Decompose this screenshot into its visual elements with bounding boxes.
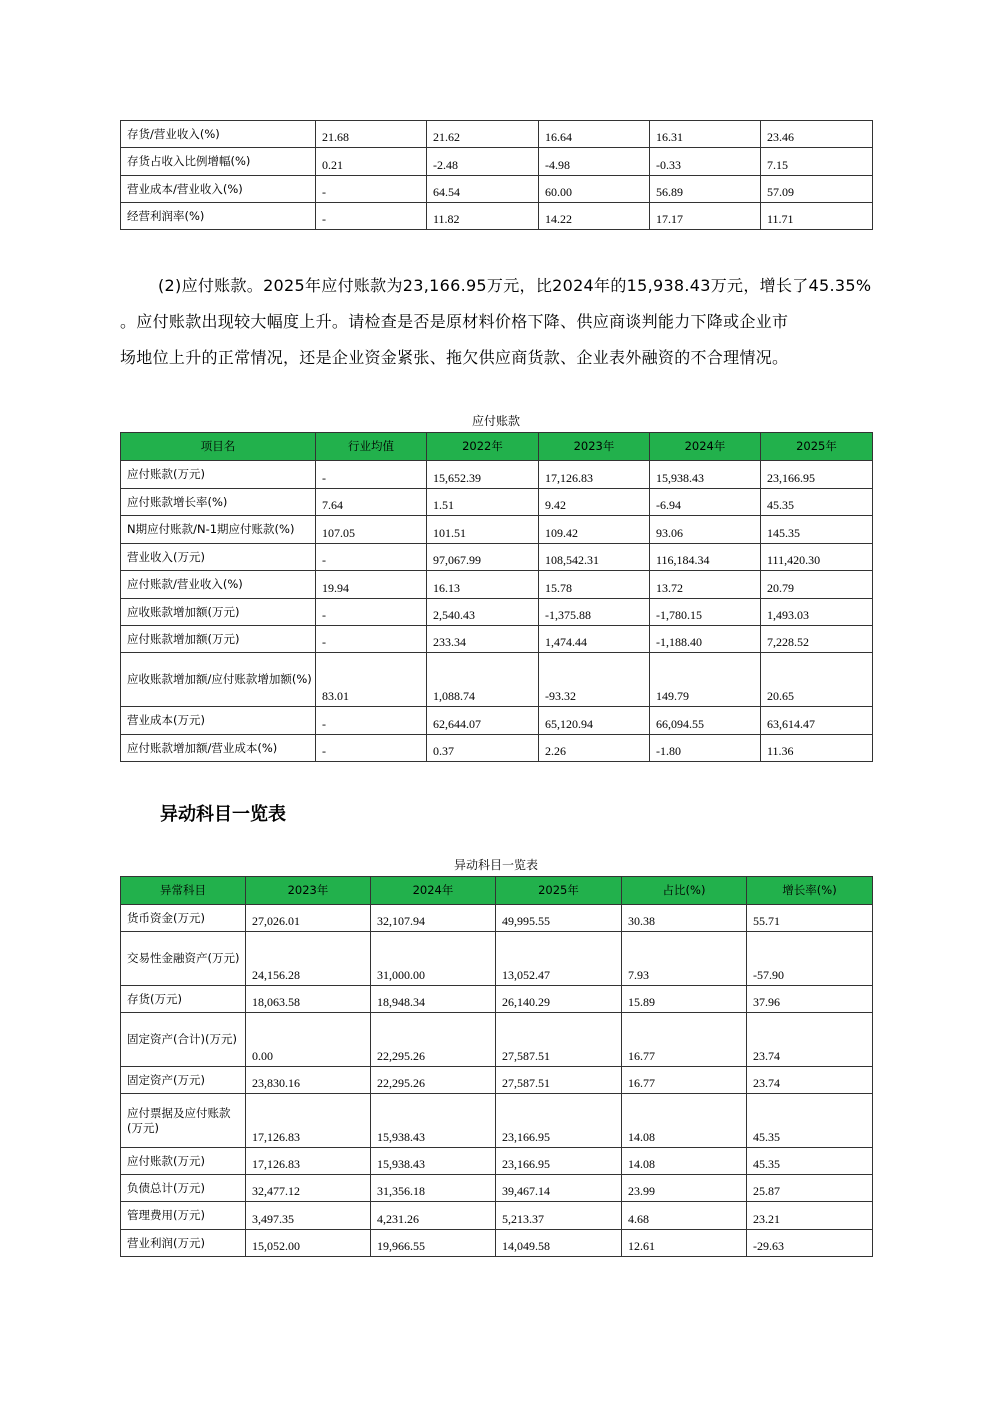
anomaly-table-cell: 23,166.95 bbox=[496, 1148, 622, 1175]
payables-table-row-label: 应付账款增长率(%) bbox=[121, 489, 316, 516]
payables-table-cell: 45.35 bbox=[761, 489, 873, 516]
payables-table-row bbox=[121, 735, 873, 762]
payables-table-cell: 15,938.43 bbox=[650, 461, 761, 489]
anomaly-table-cell: 14.08 bbox=[622, 1094, 747, 1148]
anomaly-table-row-label: 负债总计(万元) bbox=[121, 1175, 246, 1202]
payables-table-cell: -6.94 bbox=[650, 489, 761, 516]
top-table-cell: - bbox=[316, 176, 427, 203]
payables-table-row bbox=[121, 461, 873, 489]
payables-table-cell: 93.06 bbox=[650, 516, 761, 544]
top-table-cell: -4.98 bbox=[539, 148, 650, 176]
anomaly-table-header-cell: 占比(%) bbox=[622, 877, 747, 905]
top-table-cell: 21.68 bbox=[316, 121, 427, 148]
top-table-cell: 0.21 bbox=[316, 148, 427, 176]
anomaly-table-row-label: 营业利润(万元) bbox=[121, 1230, 246, 1257]
payables-table-cell: 2,540.43 bbox=[427, 599, 539, 626]
payables-table-cell: 15,652.39 bbox=[427, 461, 539, 489]
top-table-row-label: 存货占收入比例增幅(%) bbox=[121, 148, 316, 176]
payables-table-row bbox=[121, 544, 873, 571]
payables-table-cell: 83.01 bbox=[316, 653, 427, 707]
payables-table-cell: 2.26 bbox=[539, 735, 650, 762]
top-table-cell: 11.71 bbox=[761, 203, 873, 230]
payables-table-row bbox=[121, 707, 873, 735]
payables-table-cell: - bbox=[316, 626, 427, 653]
anomaly-table-cell: 23.21 bbox=[747, 1202, 873, 1230]
payables-table-cell: 101.51 bbox=[427, 516, 539, 544]
payables-table-row-label: 营业收入(万元) bbox=[121, 544, 316, 571]
top-table-row-label: 营业成本/营业收入(%) bbox=[121, 176, 316, 203]
payables-table-header-cell: 2025年 bbox=[761, 433, 873, 461]
payables-table-row bbox=[121, 489, 873, 516]
anomaly-table-row-label: 应付票据及应付账款(万元) bbox=[121, 1094, 246, 1148]
top-table-cell: 7.15 bbox=[761, 148, 873, 176]
anomaly-table-cell: 26,140.29 bbox=[496, 986, 622, 1013]
payables-table-cell: 145.35 bbox=[761, 516, 873, 544]
anomaly-table-cell: 22,295.26 bbox=[371, 1067, 496, 1094]
top-table-cell: 16.64 bbox=[539, 121, 650, 148]
top-ratio-table bbox=[120, 120, 873, 230]
anomaly-table-cell: 49,995.55 bbox=[496, 905, 622, 932]
top-table-cell: 64.54 bbox=[427, 176, 539, 203]
payables-table-cell: 63,614.47 bbox=[761, 707, 873, 735]
payables-table bbox=[120, 432, 873, 762]
payables-table-row bbox=[121, 571, 873, 599]
anomaly-table-cell: 32,477.12 bbox=[246, 1175, 371, 1202]
payables-table-cell: 0.37 bbox=[427, 735, 539, 762]
anomaly-table-cell: 37.96 bbox=[747, 986, 873, 1013]
top-table-cell: -2.48 bbox=[427, 148, 539, 176]
anomaly-table-cell: 18,948.34 bbox=[371, 986, 496, 1013]
anomaly-table-row bbox=[121, 1013, 873, 1067]
anomaly-table-header-cell: 异常科目 bbox=[121, 877, 246, 905]
top-table-cell: 56.89 bbox=[650, 176, 761, 203]
payables-table-row-label: N期应付账款/N-1期应付账款(%) bbox=[121, 516, 316, 544]
anomaly-table-cell: 45.35 bbox=[747, 1148, 873, 1175]
anomaly-table-cell: 31,356.18 bbox=[371, 1175, 496, 1202]
payables-table-cell: 111,420.30 bbox=[761, 544, 873, 571]
anomaly-table-cell: 19,966.55 bbox=[371, 1230, 496, 1257]
payables-table-cell: 19.94 bbox=[316, 571, 427, 599]
anomaly-table-caption: 异动科目一览表 bbox=[453, 858, 538, 872]
payables-table-row-label: 应付账款增加额(万元) bbox=[121, 626, 316, 653]
payables-table-cell: 7.64 bbox=[316, 489, 427, 516]
payables-table-cell: 11.36 bbox=[761, 735, 873, 762]
anomaly-table-cell: 0.00 bbox=[246, 1013, 371, 1067]
anomaly-table-cell: 32,107.94 bbox=[371, 905, 496, 932]
anomaly-table-cell: 23,166.95 bbox=[496, 1094, 622, 1148]
top-table-cell: 60.00 bbox=[539, 176, 650, 203]
anomaly-table-cell: 45.35 bbox=[747, 1094, 873, 1148]
anomaly-table-cell: 7.93 bbox=[622, 932, 747, 986]
anomaly-table-cell: 14.08 bbox=[622, 1148, 747, 1175]
anomaly-table-cell: 15,938.43 bbox=[371, 1094, 496, 1148]
payables-table-cell: 62,644.07 bbox=[427, 707, 539, 735]
payables-table-row bbox=[121, 599, 873, 626]
anomaly-table-cell: 23,830.16 bbox=[246, 1067, 371, 1094]
payables-table-cell: 7,228.52 bbox=[761, 626, 873, 653]
anomaly-table-cell: 13,052.47 bbox=[496, 932, 622, 986]
payables-table-cell: 1.51 bbox=[427, 489, 539, 516]
top-table-cell: - bbox=[316, 203, 427, 230]
anomaly-table-cell: 27,587.51 bbox=[496, 1067, 622, 1094]
payables-table-cell: 107.05 bbox=[316, 516, 427, 544]
payables-table-cell: - bbox=[316, 461, 427, 489]
payables-table-cell: 13.72 bbox=[650, 571, 761, 599]
anomaly-table-cell: 24,156.28 bbox=[246, 932, 371, 986]
payables-table-row-label: 应收账款增加额(万元) bbox=[121, 599, 316, 626]
paragraph-line-3: 场地位上升的正常情况，还是企业资金紧张、拖欠供应商货款、企业表外融资的不合理情况。 bbox=[120, 348, 789, 367]
anomaly-table-cell: 25.87 bbox=[747, 1175, 873, 1202]
payables-table-row bbox=[121, 516, 873, 544]
payables-table-cell: 15.78 bbox=[539, 571, 650, 599]
payables-table-header-cell: 2022年 bbox=[427, 433, 539, 461]
anomaly-table-cell: 15,052.00 bbox=[246, 1230, 371, 1257]
anomaly-table-row-label: 交易性金融资产(万元) bbox=[121, 932, 246, 986]
anomaly-table-header-cell: 2023年 bbox=[246, 877, 371, 905]
payables-table-cell: 116,184.34 bbox=[650, 544, 761, 571]
top-table-row-label: 存货/营业收入(%) bbox=[121, 121, 316, 148]
anomaly-table-cell: 18,063.58 bbox=[246, 986, 371, 1013]
payables-table-cell: - bbox=[316, 599, 427, 626]
payables-table-cell: 16.13 bbox=[427, 571, 539, 599]
anomaly-table bbox=[120, 876, 873, 1257]
anomaly-table-row bbox=[121, 932, 873, 986]
anomaly-table-row bbox=[121, 1202, 873, 1230]
anomaly-table-cell: 23.99 bbox=[622, 1175, 747, 1202]
payables-table-header-cell: 项目名 bbox=[121, 433, 316, 461]
payables-analysis-paragraph bbox=[120, 268, 880, 376]
top-table-row bbox=[121, 176, 873, 203]
top-table-cell: 11.82 bbox=[427, 203, 539, 230]
anomaly-table-cell: 15,938.43 bbox=[371, 1148, 496, 1175]
payables-table-cell: -1,375.88 bbox=[539, 599, 650, 626]
payables-table-cell: 65,120.94 bbox=[539, 707, 650, 735]
payables-table-cell: 149.79 bbox=[650, 653, 761, 707]
top-table-cell: 57.09 bbox=[761, 176, 873, 203]
anomaly-table-row bbox=[121, 905, 873, 932]
top-table-cell: 16.31 bbox=[650, 121, 761, 148]
payables-table-cell: 20.79 bbox=[761, 571, 873, 599]
anomaly-table-cell: 30.38 bbox=[622, 905, 747, 932]
payables-table-row bbox=[121, 653, 873, 707]
anomaly-table-cell: 4.68 bbox=[622, 1202, 747, 1230]
anomaly-table-cell: 5,213.37 bbox=[496, 1202, 622, 1230]
payables-table-cell: 20.65 bbox=[761, 653, 873, 707]
payables-table-cell: 1,474.44 bbox=[539, 626, 650, 653]
anomaly-table-cell: 27,587.51 bbox=[496, 1013, 622, 1067]
anomaly-table-cell: 22,295.26 bbox=[371, 1013, 496, 1067]
anomaly-table-cell: 3,497.35 bbox=[246, 1202, 371, 1230]
payables-table-row-label: 应付账款/营业收入(%) bbox=[121, 571, 316, 599]
anomaly-table-row-label: 管理费用(万元) bbox=[121, 1202, 246, 1230]
top-table-row bbox=[121, 121, 873, 148]
anomaly-table-cell: 23.74 bbox=[747, 1013, 873, 1067]
anomaly-table-row-label: 存货(万元) bbox=[121, 986, 246, 1013]
section-heading: 异动科目一览表 bbox=[160, 804, 286, 825]
payables-table-cell: - bbox=[316, 707, 427, 735]
anomaly-table-cell: 17,126.83 bbox=[246, 1148, 371, 1175]
top-table-cell: 21.62 bbox=[427, 121, 539, 148]
payables-table-row-label: 应付账款增加额/营业成本(%) bbox=[121, 735, 316, 762]
anomaly-table-row bbox=[121, 1067, 873, 1094]
payables-table-cell: 97,067.99 bbox=[427, 544, 539, 571]
anomaly-table-cell: 27,026.01 bbox=[246, 905, 371, 932]
payables-table-cell: - bbox=[316, 544, 427, 571]
anomaly-table-row bbox=[121, 1175, 873, 1202]
payables-table-header-cell: 2024年 bbox=[650, 433, 761, 461]
payables-table-header-cell: 行业均值 bbox=[316, 433, 427, 461]
payables-table-cell: -1,188.40 bbox=[650, 626, 761, 653]
payables-table-cell: 23,166.95 bbox=[761, 461, 873, 489]
payables-table-caption: 应付账款 bbox=[471, 414, 520, 428]
payables-table-cell: 233.34 bbox=[427, 626, 539, 653]
anomaly-table-cell: 15.89 bbox=[622, 986, 747, 1013]
top-table-row-label: 经营利润率(%) bbox=[121, 203, 316, 230]
anomaly-table-row-label: 固定资产(万元) bbox=[121, 1067, 246, 1094]
payables-table-header-cell: 2023年 bbox=[539, 433, 650, 461]
top-table-cell: 23.46 bbox=[761, 121, 873, 148]
anomaly-table-cell: 17,126.83 bbox=[246, 1094, 371, 1148]
top-table-cell: -0.33 bbox=[650, 148, 761, 176]
payables-table-cell: -1,780.15 bbox=[650, 599, 761, 626]
payables-table-row-label: 营业成本(万元) bbox=[121, 707, 316, 735]
payables-table-cell: 109.42 bbox=[539, 516, 650, 544]
anomaly-table-cell: 39,467.14 bbox=[496, 1175, 622, 1202]
anomaly-table-cell: 16.77 bbox=[622, 1013, 747, 1067]
anomaly-table-cell: 12.61 bbox=[622, 1230, 747, 1257]
anomaly-table-row bbox=[121, 1094, 873, 1148]
anomaly-table-cell: 55.71 bbox=[747, 905, 873, 932]
payables-table-row bbox=[121, 626, 873, 653]
anomaly-table-row-label: 固定资产(合计)(万元) bbox=[121, 1013, 246, 1067]
anomaly-table-cell: 31,000.00 bbox=[371, 932, 496, 986]
payables-table-cell: 17,126.83 bbox=[539, 461, 650, 489]
anomaly-table-row-label: 应付账款(万元) bbox=[121, 1148, 246, 1175]
payables-table-cell: 9.42 bbox=[539, 489, 650, 516]
payables-table-cell: 1,088.74 bbox=[427, 653, 539, 707]
payables-table-row-label: 应收账款增加额/应付账款增加额(%) bbox=[121, 653, 316, 707]
anomaly-table-row bbox=[121, 986, 873, 1013]
payables-table-row-label: 应付账款(万元) bbox=[121, 461, 316, 489]
payables-table-cell: 1,493.03 bbox=[761, 599, 873, 626]
anomaly-table-header-cell: 2025年 bbox=[496, 877, 622, 905]
anomaly-table-row bbox=[121, 1148, 873, 1175]
paragraph-line-2: 。应付账款出现较大幅度上升。请检查是否是原材料价格下降、供应商谈判能力下降或企业市 bbox=[120, 312, 789, 331]
anomaly-table-cell: 16.77 bbox=[622, 1067, 747, 1094]
top-table-cell: 14.22 bbox=[539, 203, 650, 230]
top-table-row bbox=[121, 148, 873, 176]
anomaly-table-row-label: 货币资金(万元) bbox=[121, 905, 246, 932]
anomaly-table-cell: 14,049.58 bbox=[496, 1230, 622, 1257]
anomaly-table-cell: 4,231.26 bbox=[371, 1202, 496, 1230]
paragraph-line-1: (2)应付账款。2025年应付账款为23,166.95万元，比2024年的15,938.43万元，增长了45.35% bbox=[158, 276, 872, 295]
anomaly-table-cell: -29.63 bbox=[747, 1230, 873, 1257]
anomaly-table-header-cell: 增长率(%) bbox=[747, 877, 873, 905]
payables-table-cell: -1.80 bbox=[650, 735, 761, 762]
anomaly-table-cell: 23.74 bbox=[747, 1067, 873, 1094]
anomaly-table-header-cell: 2024年 bbox=[371, 877, 496, 905]
payables-table-cell: - bbox=[316, 735, 427, 762]
payables-table-cell: 66,094.55 bbox=[650, 707, 761, 735]
top-table-row bbox=[121, 203, 873, 230]
payables-table-cell: -93.32 bbox=[539, 653, 650, 707]
anomaly-table-cell: -57.90 bbox=[747, 932, 873, 986]
payables-table-cell: 108,542.31 bbox=[539, 544, 650, 571]
top-table-cell: 17.17 bbox=[650, 203, 761, 230]
anomaly-table-row bbox=[121, 1230, 873, 1257]
